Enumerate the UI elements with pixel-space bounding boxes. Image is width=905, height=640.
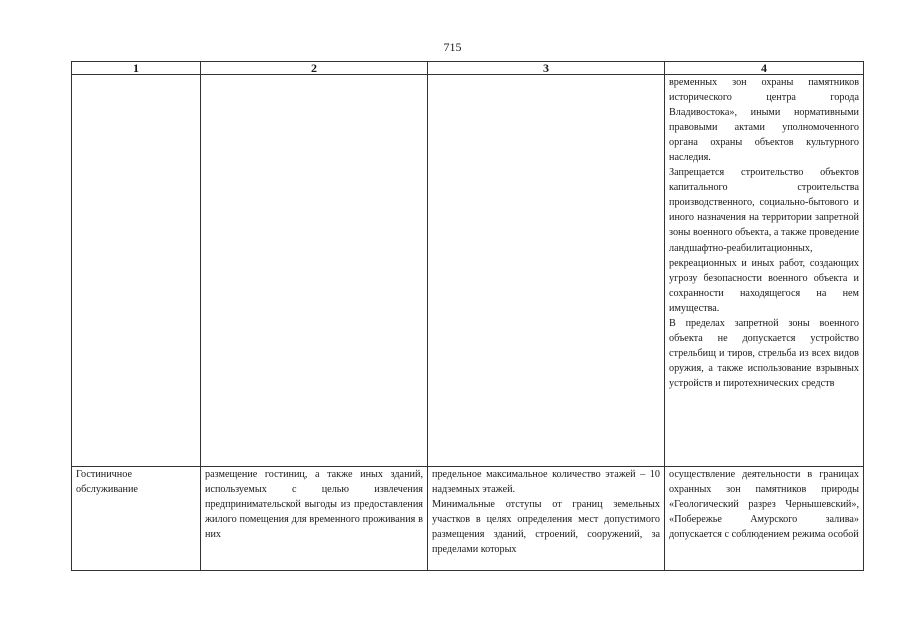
table-row bbox=[72, 75, 864, 467]
cell-restrictions bbox=[665, 75, 864, 467]
cell-use-description-text: размещение гостиниц, а также иных зданий, используемых с целью извлечения предпринимательской выгоды из предоставления жилого помещения для временного проживания в них bbox=[205, 469, 423, 541]
cell-restrictions-text: осуществление деятельности в границах охранных зон памятников природы «Геологический разрез Чернышевский», «Побережье Амурского залива» допускается с соблюдением режима особой bbox=[669, 469, 859, 541]
regulations-table bbox=[71, 61, 864, 571]
column-header-1: 1 bbox=[72, 62, 201, 75]
cell-parameters-text bbox=[432, 467, 660, 570]
cell-use-description bbox=[201, 467, 428, 571]
cell-use-type bbox=[72, 467, 201, 571]
cell-use-description bbox=[201, 75, 428, 467]
cell-parameters bbox=[428, 75, 665, 467]
cell-restrictions bbox=[665, 467, 864, 571]
restrictions-paragraph: временных зон охраны памятников исторического центра города Владивостока», иными нормативными правовыми актами уполномоченного органа охраны объектов культурного наследия. bbox=[669, 77, 859, 164]
cell-use-type bbox=[72, 75, 201, 467]
table-header-row bbox=[72, 62, 864, 75]
cell-use-type-text: Гостиничное обслуживание bbox=[76, 469, 138, 496]
restrictions-paragraph: Запрещается строительство объектов капитального строительства производственного, социально-бытового и иного назначения на территории запретной зоны военного объекта, а также проведение ландшафтно-реабилитационных, рекреационных и иных работ, создающих угрозу безопасности военного объекта и сохранности находящегося на нем имущества. bbox=[669, 167, 859, 314]
column-header-4: 4 bbox=[665, 62, 864, 75]
table-row bbox=[72, 467, 864, 571]
cell-parameters bbox=[428, 467, 665, 571]
page-number: 715 bbox=[443, 40, 462, 54]
column-header-2: 2 bbox=[201, 62, 428, 75]
parameters-paragraph: Минимальные отступы от границ земельных участков в целях определения мест допустимого размещения зданий, строений, сооружений, за пределами которых bbox=[432, 499, 660, 556]
column-header-3: 3 bbox=[428, 62, 665, 75]
parameters-paragraph: предельное максимальное количество этажей – 10 надземных этажей. bbox=[432, 469, 660, 496]
restrictions-paragraph: В пределах запретной зоны военного объекта не допускается устройство стрельбищ и тиров, стрельба из всех видов оружия, а также использование взрывных устройств и пиротехнических средств bbox=[669, 317, 859, 389]
